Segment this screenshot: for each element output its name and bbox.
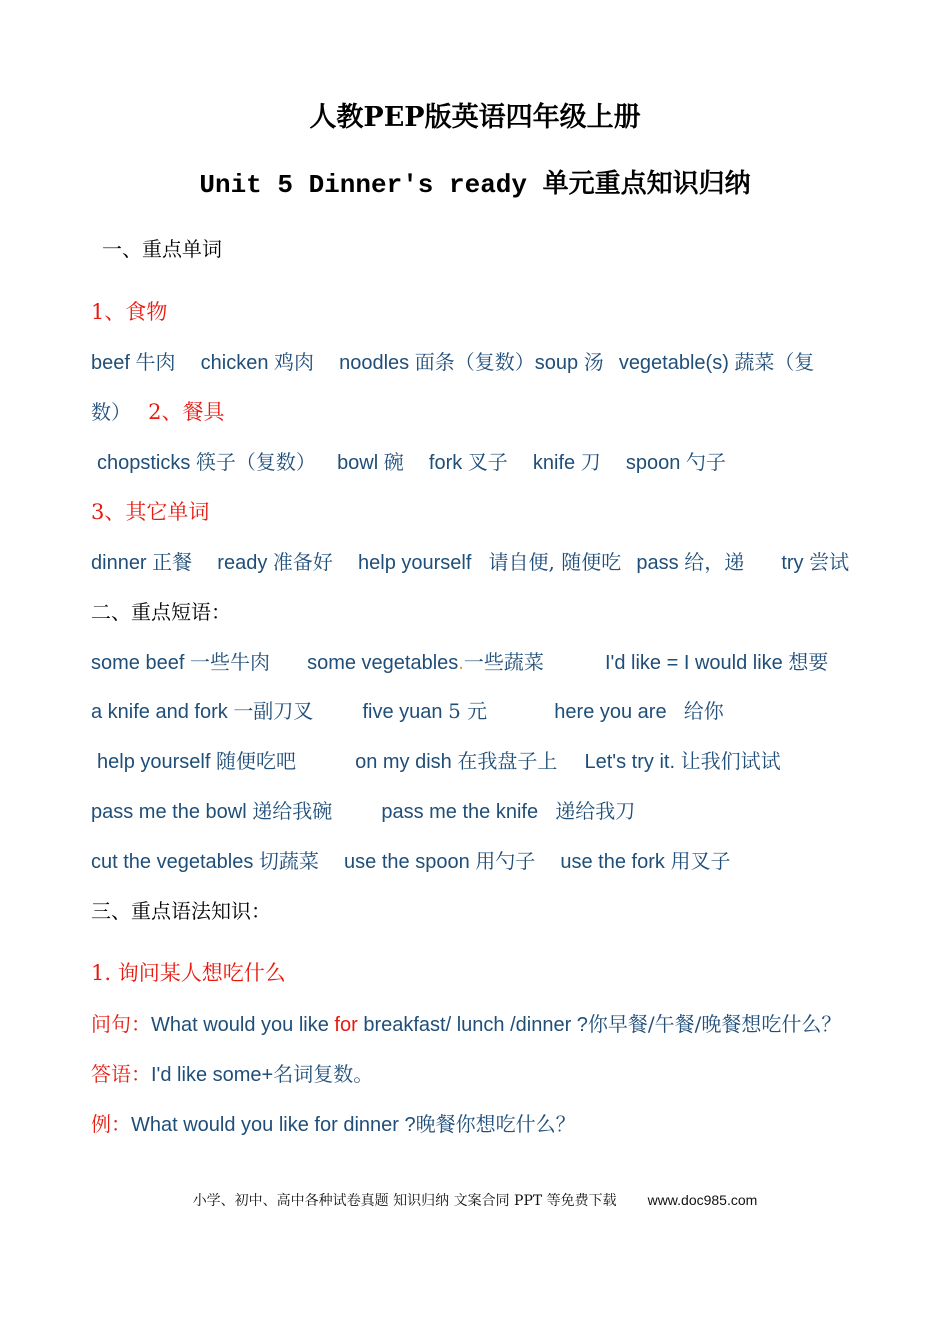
word-en: ready [217,552,268,574]
word-en: chopsticks [97,452,191,474]
example-line [91,1114,950,1135]
word-en: spoon [625,452,681,474]
phrase-zh: 一些牛肉 [189,650,270,674]
phrase-zh: 递给我刀 [555,799,636,823]
phrase-zh: 给你 [683,699,724,723]
food-heading: 1、食物 [91,300,168,324]
word-en: help yourself [358,552,472,574]
word-zh: 请自便, 随便吃 [488,550,622,574]
phrase-zh: 让我们试试 [680,749,781,773]
word-en: bowl [337,452,379,474]
phrase-en: here you are [554,701,667,723]
phrase-row [91,652,950,673]
mark-dot: . [458,652,464,674]
word-zh: 蔬菜（复 [734,350,815,374]
word-en: vegetable(s) [618,352,729,374]
phrase-zh: 一副刀叉 [233,699,314,723]
phrase-en: help yourself [97,751,211,773]
word-zh: 勺子 [685,450,726,474]
section-vocabulary: 一、重点单词 [102,237,222,261]
word-en: fork [428,452,463,474]
footer [0,1193,950,1208]
phrase-en: pass me the bowl [91,801,247,823]
phrase-en: I'd like = I would like [604,652,783,674]
word-en: dinner [91,552,147,574]
phrase-en: use the fork [560,851,665,873]
word-en: try [781,552,804,574]
food-words [91,352,950,373]
phrase-zh: 在我盘子上 [457,749,558,773]
question-highlight: for [334,1014,358,1036]
tableware-heading: 2、餐具 [148,400,225,424]
word-zh: 叉子 [467,450,508,474]
phrase-zh: 用叉子 [670,849,731,873]
food-words-continued [91,402,950,423]
word-zh: 给，递 [684,550,745,574]
footer-text: 小学、初中、高中各种试卷真题 知识归纳 文案合同 PPT 等免费下载 [192,1193,617,1209]
phrase-en: Let's try it. [584,751,676,773]
question-zh: 你早餐/午餐/晚餐想吃什么？ [587,1012,842,1036]
phrase-en: a knife and fork [91,701,228,723]
word-en: beef [91,352,130,374]
word-zh: 正餐 [152,550,193,574]
phrase-row [97,751,950,772]
phrase-row [91,801,950,822]
phrase-en: pass me the knife [381,801,539,823]
phrase-en: cut the vegetables [91,851,254,873]
phrase-zh: 随便吃吧 [215,749,296,773]
phrase-en: some beef [91,652,185,674]
word-zh: 准备好 [272,550,333,574]
answer-label: 答语： [91,1062,151,1086]
grammar-heading: 1. 询问某人想吃什么 [91,961,286,985]
phrase-zh: 5 元 [448,699,488,723]
question-text: breakfast/ lunch /dinner ? [357,1014,588,1036]
other-words [91,552,950,573]
word-zh: 刀 [580,450,601,474]
phrase-en: some vegetables [307,652,459,674]
phrase-zh: 想要 [788,650,829,674]
phrase-row [91,851,950,872]
answer-text: I'd like some+ [151,1064,274,1086]
phrase-en: five yuan [362,701,443,723]
word-zh: 碗 [383,450,404,474]
example-text: What would you like for dinner ? [131,1114,416,1136]
word-zh: 汤 [583,350,604,374]
word-zh: 鸡肉 [274,350,314,374]
phrase-row [91,701,950,722]
phrase-zh: 切蔬菜 [258,849,319,873]
answer-line [91,1064,950,1085]
phrase-en: on my dish [355,751,452,773]
page-subtitle: Unit 5 Dinner's ready 单元重点知识归纳 [199,170,751,200]
other-words-heading: 3、其它单词 [91,500,210,524]
phrase-zh: 用勺子 [475,849,536,873]
question-label: 问句： [91,1012,151,1036]
example-label: 例： [91,1112,131,1136]
word-zh: 筷子（复数） [195,450,316,474]
example-zh: 晚餐你想吃什么？ [415,1112,576,1136]
word-en: pass [636,552,679,574]
word-zh: 面条（复数） [414,350,535,374]
tableware-words [97,452,950,473]
word-en: noodles [339,352,410,374]
phrase-en: use the spoon [344,851,470,873]
footer-url[interactable]: www.doc985.com [647,1192,758,1208]
word-en: knife [532,452,576,474]
section-grammar: 三、重点语法知识： [91,899,271,923]
phrase-zh: 递给我碗 [252,799,333,823]
word-en: soup [534,352,579,374]
question-text: What would you like [151,1014,335,1036]
answer-zh: 名词复数。 [273,1062,374,1086]
word-zh: 牛肉 [135,350,176,374]
page-title: 人教PEP版英语四年级上册 [309,102,641,133]
word-en: chicken [200,352,269,374]
question-line [91,1014,950,1035]
phrase-zh: 一些蔬菜 [463,650,544,674]
word-zh: 尝试 [809,550,850,574]
word-zh: 数） [91,400,131,424]
section-phrases: 二、重点短语： [91,600,231,624]
